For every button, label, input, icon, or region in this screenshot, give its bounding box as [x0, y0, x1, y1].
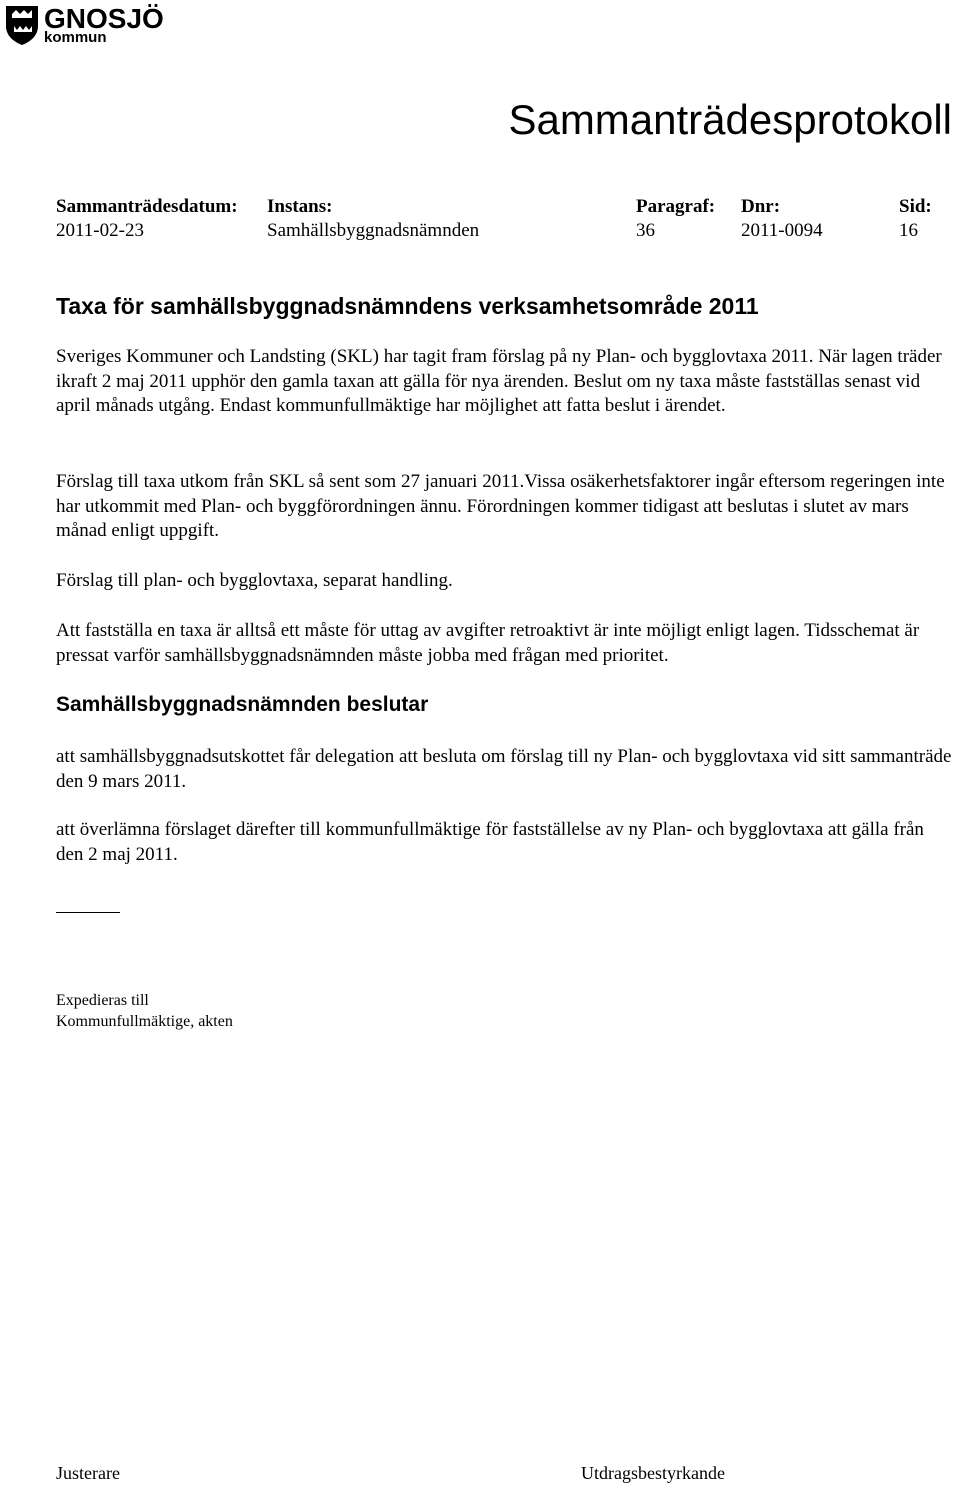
meta-sid	[899, 195, 932, 243]
gnosjo-logo	[2, 2, 172, 46]
meta-instans-value: Samhällsbyggnadsnämnden	[267, 220, 480, 241]
decision-item-1: att samhällsbyggnadsutskottet får delegation att besluta om förslag till ny Plan- och bygglovtaxa vid sitt sammanträde den 9 mars 2011.	[56, 746, 952, 792]
divider-line	[56, 912, 120, 913]
meta-date-label: Sammanträdesdatum:	[56, 196, 238, 217]
paragraph-schedule: Att fastställa en taxa är alltså ett måste för uttag av avgifter retroaktivt är inte möjligt enligt lagen. Tidsschemat är pressat varför samhällsbyggnadsnämnden måste jobba med frågan med prioritet.	[56, 620, 920, 666]
paragraph-proposal: Förslag till taxa utkom från SKL så sent som 27 januari 2011.Vissa osäkerhetsfaktorer ingår eftersom regeringen inte har utkommit med Plan- och byggförordningen ännu. Förordningen kommer tidigast att beslutas i slutet av mars månad enligt uppgift.	[56, 471, 945, 541]
footer-justerare: Justerare	[56, 1463, 120, 1483]
meta-sid-value: 16	[899, 220, 918, 241]
meta-paragraf-label: Paragraf:	[636, 196, 716, 217]
paragraph-background: Sveriges Kommuner och Landsting (SKL) har tagit fram förslag på ny Plan- och bygglovtaxa 2011. När lagen träder ikraft 2 maj 2011 upphör den gamla taxan att gälla för nya ärenden. Beslut om ny taxa måste fastställas senast vid april månads utgång. Endast kommunfullmäktige har möjlighet att fatta beslut i ärendet.	[56, 346, 942, 416]
meta-instans-label: Instans:	[267, 196, 333, 217]
meta-dnr-value: 2011-0094	[741, 220, 823, 241]
paragraph-handling: Förslag till plan- och bygglovtaxa, separat handling.	[56, 570, 453, 591]
logo-subtext: kommun	[44, 29, 107, 46]
meta-paragraf-value: 36	[636, 220, 655, 241]
expedieras-label: Expedieras till	[56, 992, 149, 1009]
section-heading: Taxa för samhällsbyggnadsnämndens verksamhetsområde 2011	[56, 293, 759, 319]
decision-item-2: att överlämna förslaget därefter till kommunfullmäktige för fastställelse av ny Plan- och bygglovtaxa att gälla från den 2 maj 2011.	[56, 819, 924, 865]
meta-date	[56, 195, 238, 243]
meta-paragraf	[636, 195, 715, 243]
expedieras-value: Kommunfullmäktige, akten	[56, 1013, 233, 1030]
meta-instans	[267, 195, 479, 243]
meta-sid-label: Sid:	[899, 196, 932, 217]
document-title: Sammanträdesprotokoll	[508, 96, 952, 143]
meta-dnr-label: Dnr:	[741, 196, 781, 217]
meta-date-value: 2011-02-23	[56, 220, 144, 241]
footer-utdragsbestyrkande: Utdragsbestyrkande	[581, 1463, 725, 1483]
decision-heading: Samhällsbyggnadsnämnden beslutar	[56, 693, 429, 716]
meta-dnr	[741, 195, 823, 243]
logo-text: GNOSJÖ	[44, 3, 164, 34]
gnosjo-crest-icon	[2, 2, 42, 46]
